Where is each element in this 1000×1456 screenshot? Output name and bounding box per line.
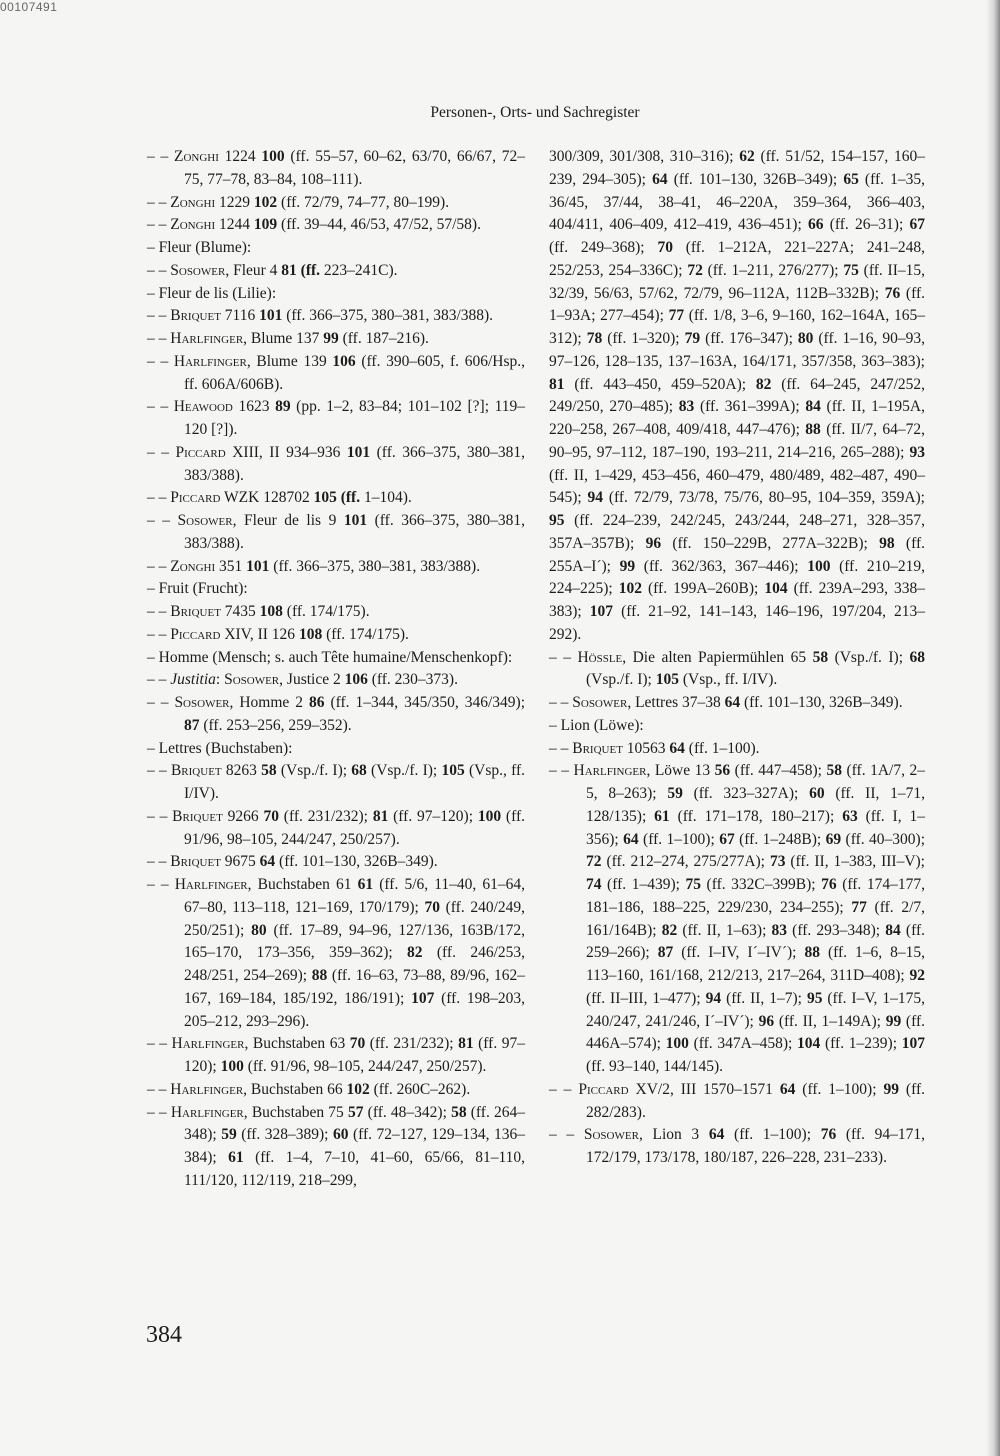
index-entry: – – Piccard XIII, II 934–936 101 (ff. 366–375, 380–381, 383/388). bbox=[147, 443, 525, 484]
index-entry: – – Briquet 7116 101 (ff. 366–375, 380–381, 383/388). bbox=[147, 307, 494, 325]
index-entry: – – Briquet 10563 64 (ff. 1–100). bbox=[549, 739, 760, 757]
index-entry: – – Hössle, Die alten Papiermühlen 65 58 (Vsp./f. I); 68 (Vsp./f. I); 105 (Vsp., ff. I/IV). bbox=[549, 648, 925, 689]
index-entry: – – Harlfinger, Blume 139 106 (ff. 390–605, f. 606/Hsp., ff. 606A/606B). bbox=[147, 352, 525, 393]
index-entry: – Lettres (Buchstaben): bbox=[147, 739, 293, 757]
index-entry: – – Heawood 1623 89 (pp. 1–2, 83–84; 101–102 [?]; 119–120 [?]). bbox=[147, 398, 526, 438]
left-column bbox=[147, 146, 525, 1193]
index-entry: – Fleur de lis (Lilie): bbox=[147, 284, 277, 302]
index-entry: 300/309, 301/308, 310–316); 62 (ff. 51/52, 154–157, 160–239, 294–305); 64 (ff. 101–130, 326B–349); 65 (ff. 1–35, 36/45, 37/44, 38–41, 46–220A, 359–364, 366–403, 404/411, 406–409, 412–419, 436–451); 66 (ff. 26–31); 67 (ff. 249–368); 70 (ff. 1–212A, 221–227A; 241–248, 252/253, 254–336C); 72 (ff. 1–211, 276/277); 75 (ff. II–15, 32/39, 56/63, 57/62, 72/79, 96–112A, 112B–332B); 76 (ff. 1–93A; 277–454); 77 (ff. 1/8, 3–6, 9–160, 162–164A, 165–312); 78 (ff. 1–320); 79 (ff. 176–347); 80 (ff. 1–16, 90–93, 97–126, 128–135, 137–163A, 164/171, 357/358, 363–383); 81 (ff. 443–450, 459–520A); 82 (ff. 64–245, 247/252, 249/250, 270–485); 83 (ff. 361–399A); 84 (ff. II, 1–195A, 220–258, 267–408, 409/418, 447–476); 88 (ff. II/7, 64–72, 90–95, 97–112, 187–190, 193–211, 214–216, 265–288); 93 (ff. II, 1–429, 453–456, 460–479, 480/489, 482–487, 490–545); 94 (ff. 72/79, 73/78, 75/76, 80–95, 104–359, 359A); 95 (ff. 224–239, 242/245, 243/244, 248–271, 328–357, 357A–357B); 96 (ff. 150–229B, 277A–322B); 98 (ff. 255A–I´); 99 (ff. 362/363, 367–446); 100 (ff. 210–219, 224–225); 102 (ff. 199A–260B); 104 (ff. 239A–293, 338–383); 107 (ff. 21–92, 141–143, 146–196, 197/204, 213–292). bbox=[549, 148, 926, 643]
index-entry: – Fleur (Blume): bbox=[147, 239, 252, 256]
index-entry: – – Zonghi 1224 100 (ff. 55–57, 60–62, 63/70, 66/67, 72–75, 77–78, 83–84, 108–111). bbox=[147, 148, 526, 188]
right-column bbox=[549, 146, 925, 1170]
index-entry: – Lion (Löwe): bbox=[549, 716, 644, 734]
index-entry: – – Zonghi 1229 102 (ff. 72/79, 74–77, 80–199). bbox=[147, 193, 450, 211]
page-edge-shadow bbox=[986, 0, 1000, 1456]
index-entry: – Homme (Mensch; s. auch Tête humaine/Menschenkopf): bbox=[147, 648, 513, 666]
page-header: Personen-, Orts- und Sachregister bbox=[430, 104, 640, 121]
index-entry: – – Sosower, Fleur de lis 9 101 (ff. 366–375, 380–381, 383/388). bbox=[147, 512, 526, 552]
index-entry: – – Piccard XV/2, III 1570–1571 64 (ff. 1–100); 99 (ff. 282/283). bbox=[549, 1080, 925, 1121]
index-entry: – – Briquet 8263 58 (Vsp./f. I); 68 (Vsp./f. I); 105 (Vsp., ff. I/IV). bbox=[147, 762, 526, 802]
index-entry: – – Harlfinger, Buchstaben 75 57 (ff. 48–342); 58 (ff. 264–348); 59 (ff. 328–389); 60 (ff. 72–127, 129–134, 136–384); 61 (ff. 1–4, 7–10, 41–60, 65/66, 81–110, 111/120, 112/119, 218–299, bbox=[147, 1103, 526, 1189]
index-entry: – – Sosower, Homme 2 86 (ff. 1–344, 345/350, 346/349); 87 (ff. 253–256, 259–352). bbox=[147, 694, 526, 734]
index-entry: – – Harlfinger, Blume 137 99 (ff. 187–216). bbox=[147, 330, 429, 347]
index-entry: – – Harlfinger, Buchstaben 66 102 (ff. 260C–262). bbox=[147, 1080, 471, 1098]
index-entry: – – Zonghi 351 101 (ff. 366–375, 380–381, 383/388). bbox=[147, 557, 481, 575]
index-entry: – – Briquet 9266 70 (ff. 231/232); 81 (ff. 97–120); 100 (ff. 91/96, 98–105, 244/247, 250/257). bbox=[147, 807, 525, 848]
index-entry: – – Zonghi 1244 109 (ff. 39–44, 46/53, 47/52, 57/58). bbox=[147, 216, 481, 234]
index-entry: – Fruit (Frucht): bbox=[147, 580, 248, 598]
page-number: 384 bbox=[146, 1322, 182, 1348]
index-entry: – – Briquet 9675 64 (ff. 101–130, 326B–349). bbox=[147, 853, 438, 871]
index-entry: – – Justitia: Sosower, Justice 2 106 (ff. 230–373). bbox=[147, 671, 458, 689]
index-entry: – – Harlfinger, Löwe 13 56 (ff. 447–458); 58 (ff. 1A/7, 2–5, 8–263); 59 (ff. 323–327A); 60 (ff. II, 1–71, 128/135); 61 (ff. 171–178, 180–217); 63 (ff. I, 1–356); 64 (ff. 1–100); 67 (ff. 1–248B); 69 (ff. 40–300); 72 (ff. 212–274, 275/277A); 73 (ff. II, 1–383, III–V); 74 (ff. 1–439); 75 (ff. 332C–399B); 76 (ff. 174–177, 181–186, 188–225, 229/230, 234–255); 77 (ff. 2/7, 161/164B); 82 (ff. II, 1–63); 83 (ff. 293–348); 84 (ff. 259–266); 87 (ff. I–IV, I´–IV´); 88 (ff. 1–6, 8–15, 113–160, 161/168, 212/213, 217–264, 311D–408); 92 (ff. II–III, 1–477); 94 (ff. II, 1–7); 95 (ff. I–V, 1–175, 240/247, 241/246, I´–IV´); 96 (ff. II, 1–149A); 99 (ff. 446A–574); 100 (ff. 347A–458); 104 (ff. 1–239); 107 (ff. 93–140, 144/145). bbox=[549, 762, 925, 1075]
index-entry: – – Harlfinger, Buchstaben 63 70 (ff. 231/232); 81 (ff. 97–120); 100 (ff. 91/96, 98–105, 244/247, 250/257). bbox=[147, 1035, 525, 1075]
index-entry: – – Sosower, Lettres 37–38 64 (ff. 101–130, 326B–349). bbox=[549, 694, 903, 711]
index-entry: – – Piccard XIV, II 126 108 (ff. 174/175). bbox=[147, 625, 409, 643]
index-entry: – – Harlfinger, Buchstaben 61 61 (ff. 5/6, 11–40, 61–64, 67–80, 113–118, 121–169, 170/179); 70 (ff. 240/249, 250/251); 80 (ff. 17–89, 94–96, 127/136, 163B/172, 165–170, 173–356, 359–362); 82 (ff. 246/253, 248/251, 254–269); 88 (ff. 16–63, 73–88, 89/96, 162–167, 169–184, 185/192, 186/191); 107 (ff. 198–203, 205–212, 293–296). bbox=[147, 876, 526, 1030]
index-entry: – – Sosower, Lion 3 64 (ff. 1–100); 76 (ff. 94–171, 172/179, 173/178, 180/187, 226–228, 231–233). bbox=[549, 1126, 925, 1166]
index-entry: – – Piccard WZK 128702 105 (ff. 1–104). bbox=[147, 489, 412, 507]
index-entry: – – Sosower, Fleur 4 81 (ff. 223–241C). bbox=[147, 261, 398, 279]
index-entry: – – Briquet 7435 108 (ff. 174/175). bbox=[147, 603, 370, 620]
scan-id-label: 00107491 bbox=[0, 0, 58, 14]
